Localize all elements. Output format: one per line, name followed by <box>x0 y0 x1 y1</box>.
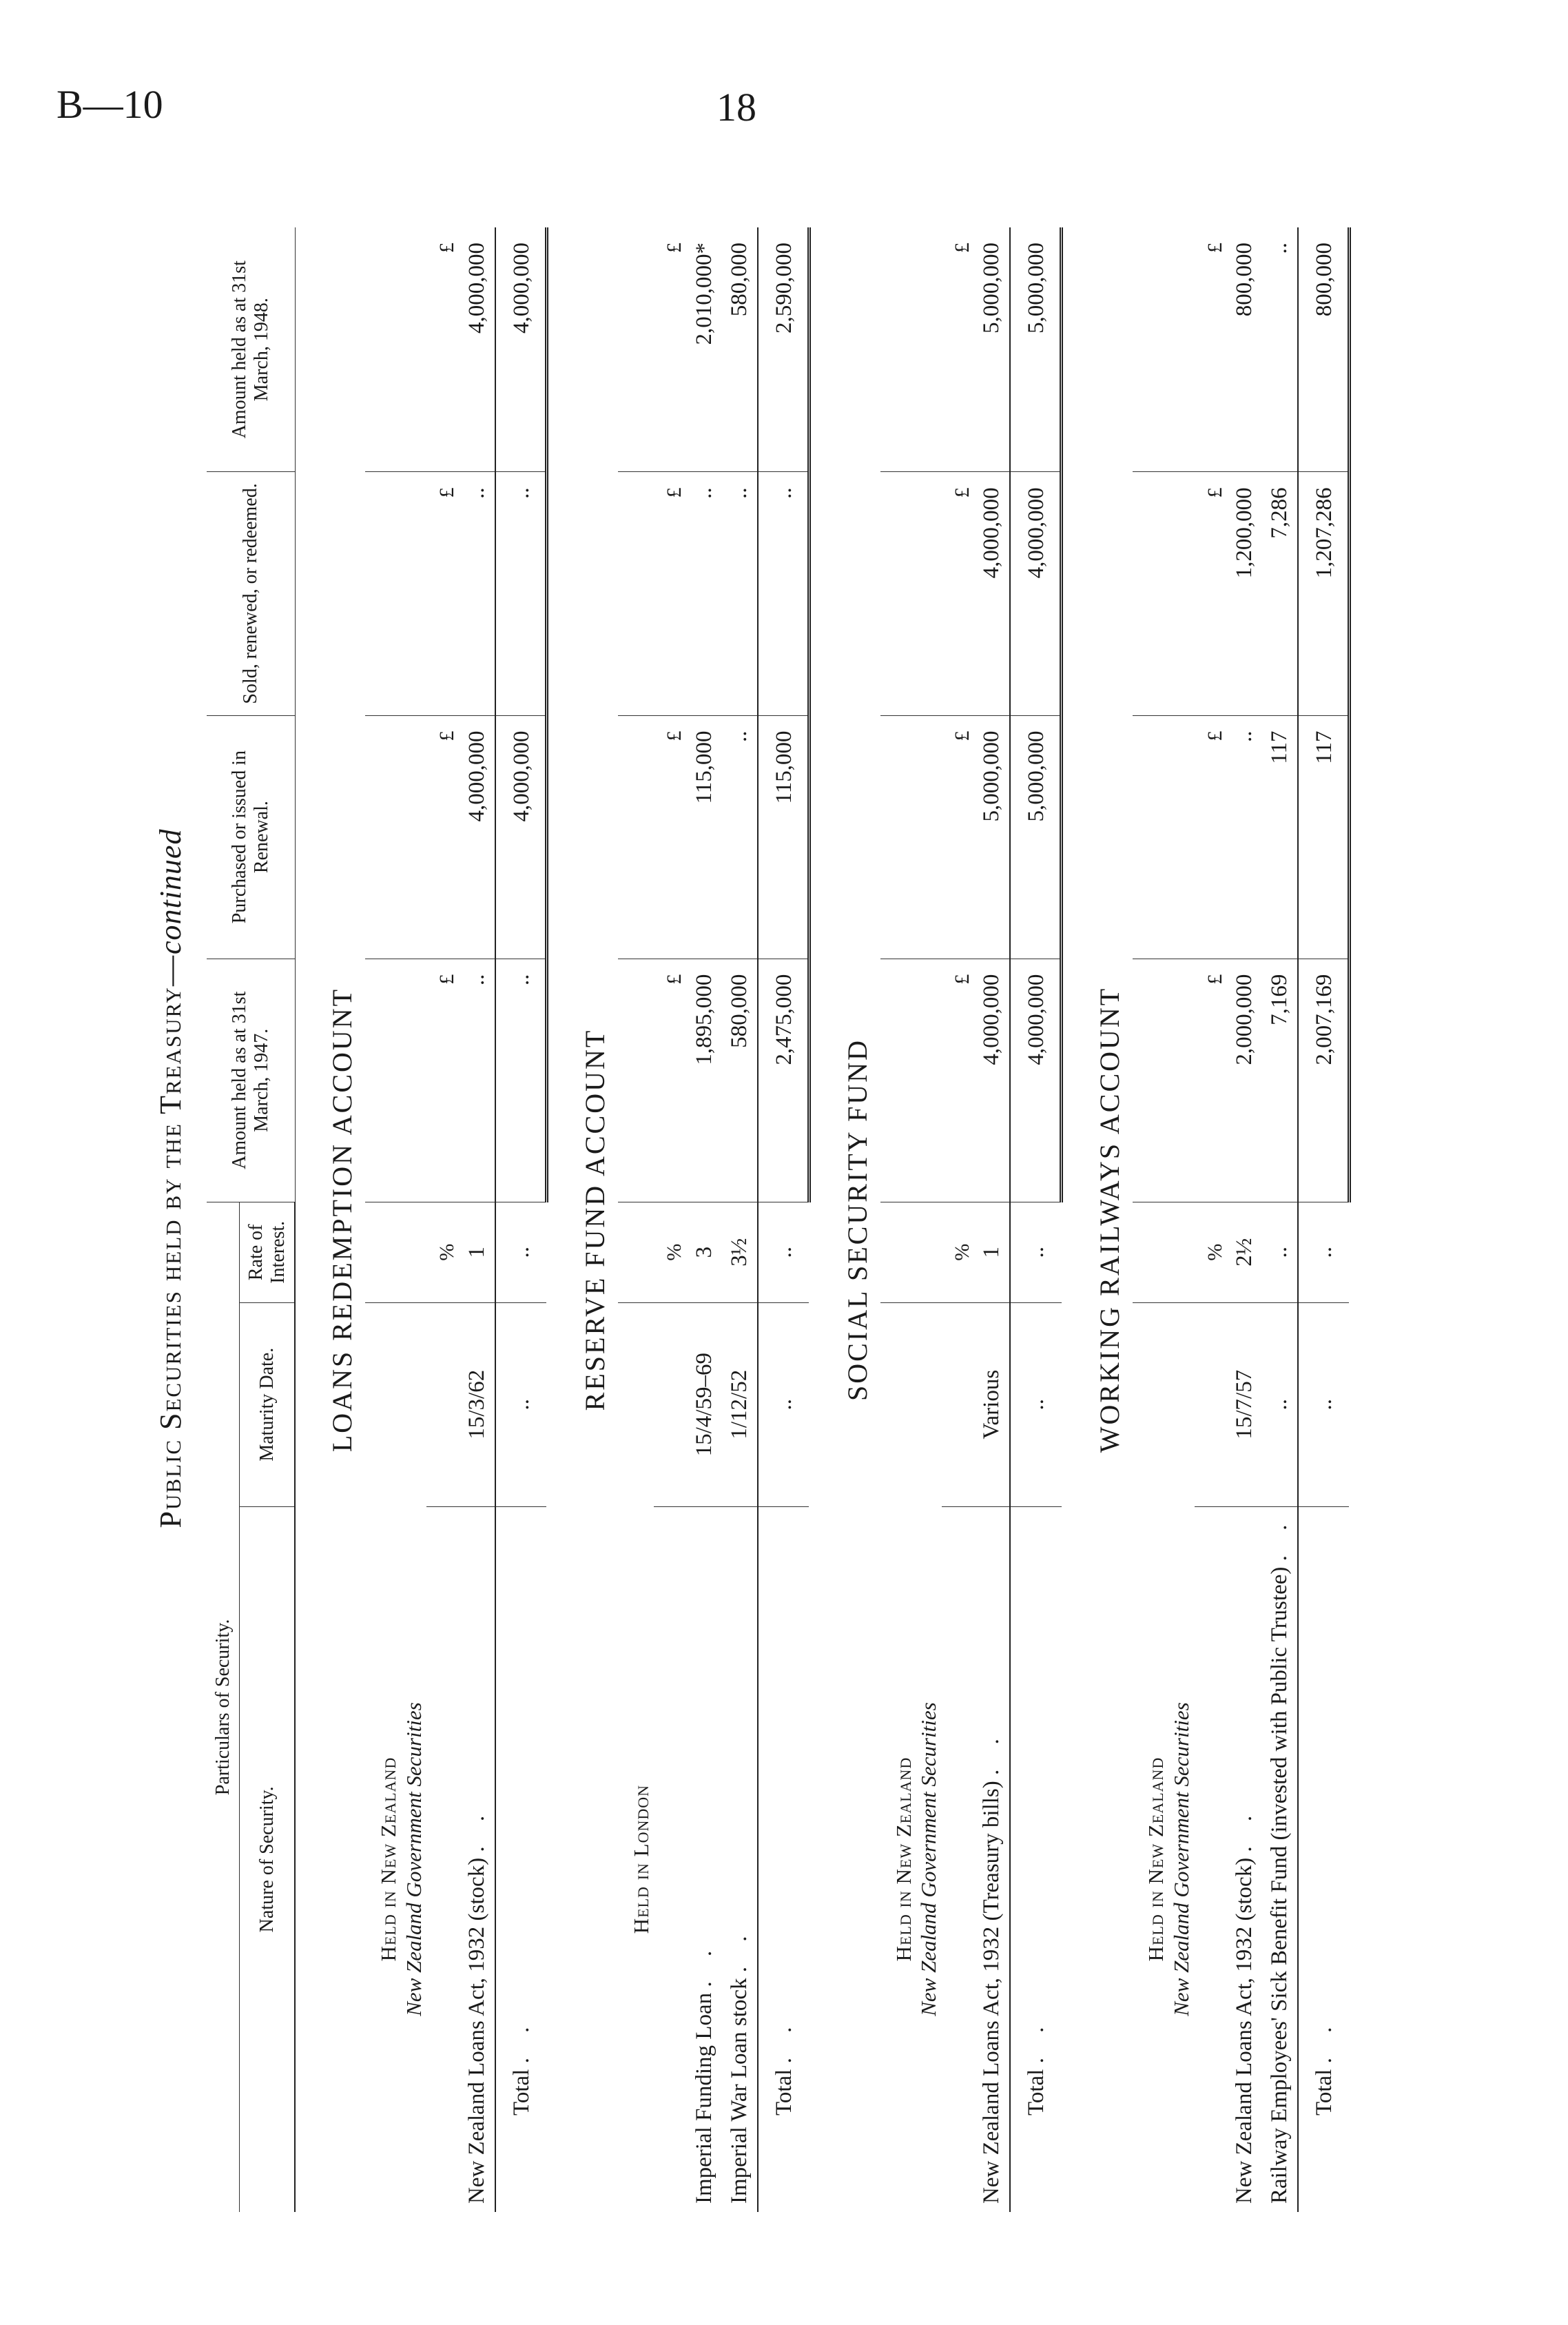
section-subheading <box>880 1506 942 2212</box>
pound-unit: £ <box>1195 715 1227 959</box>
blank-cell <box>880 227 942 472</box>
table-row <box>974 227 1010 2212</box>
held-in-label: Held in New Zealand <box>891 1756 916 1962</box>
header-purchased: Purchased or issued in Renewal. <box>207 715 295 959</box>
total-label-cell <box>1010 1506 1061 2212</box>
amount-purchased: 117 <box>1262 715 1298 959</box>
security-name: New Zealand Loans Act, 1932 (Treasury bills) <box>979 1781 1004 2204</box>
section-subheading <box>1133 1506 1194 2212</box>
blank-cell <box>880 1302 942 1506</box>
section-heading-row <box>1062 227 1133 2212</box>
blank-cell <box>365 1202 426 1302</box>
section-subheading-row <box>880 227 942 2212</box>
total-amount-1947: 4,000,000 <box>1010 959 1061 1202</box>
blank-cell <box>1195 1302 1227 1506</box>
pound-unit: £ <box>426 959 459 1202</box>
maturity-date: 15/3/62 <box>460 1302 495 1506</box>
section-heading-row <box>295 227 365 2212</box>
securities-label: New Zealand Government Securities <box>1169 1702 1194 2016</box>
units-row <box>942 227 974 2212</box>
security-nature <box>722 1506 758 2212</box>
header-nature: Nature of Security. <box>240 1506 295 2212</box>
total-amount-1948: 2,590,000 <box>758 227 809 472</box>
leader-dots: . . <box>771 2017 796 2064</box>
blank-cell <box>365 227 426 472</box>
held-in-label: Held in London <box>628 1784 653 1934</box>
amount-sold: .. <box>687 472 722 715</box>
security-nature <box>687 1506 722 2212</box>
header-particulars: Particulars of Security. <box>207 1202 240 2212</box>
interest-rate: .. <box>1262 1202 1298 1302</box>
table-row <box>460 227 495 2212</box>
leader-dots: . . <box>726 1926 752 1973</box>
header-held-1947: Amount held as at 31st March, 1947. <box>207 959 295 1202</box>
section-subheading-row <box>618 227 654 2212</box>
total-row <box>1010 227 1061 2212</box>
total-rate: .. <box>1298 1202 1349 1302</box>
amount-1947: 2,000,000 <box>1227 959 1262 1202</box>
securities-table <box>207 227 1351 2212</box>
pound-unit: £ <box>654 472 686 715</box>
interest-rate: 1 <box>460 1202 495 1302</box>
amount-1948: 4,000,000 <box>460 227 495 472</box>
page-reference: B—10 <box>56 82 163 127</box>
amount-1947: 4,000,000 <box>974 959 1010 1202</box>
pound-unit: £ <box>1195 472 1227 715</box>
blank-cell <box>365 715 426 959</box>
amount-sold: 4,000,000 <box>974 472 1010 715</box>
blank-cell <box>942 1506 974 2212</box>
leader-dots: . . <box>464 1805 489 1852</box>
percent-unit: % <box>1195 1202 1227 1302</box>
blank-cell <box>1133 959 1194 1202</box>
percent-unit: % <box>942 1202 974 1302</box>
pound-unit: £ <box>942 472 974 715</box>
amount-1948: 2,010,000* <box>687 227 722 472</box>
total-maturity: .. <box>495 1302 546 1506</box>
table-row <box>1262 227 1298 2212</box>
blank-cell <box>618 959 654 1202</box>
maturity-date: Various <box>974 1302 1010 1506</box>
section-title: SOCIAL SECURITY FUND <box>841 1038 873 1401</box>
header-sold: Sold, renewed, or redeemed. <box>207 472 295 715</box>
total-sold: 4,000,000 <box>1010 472 1061 715</box>
total-amount-1948: 5,000,000 <box>1010 227 1061 472</box>
blank-cell <box>654 1506 686 2212</box>
blank-cell <box>1133 472 1194 715</box>
total-label: Total <box>1024 2069 1049 2116</box>
document-title: Public Securities held by the Treasury—continued <box>154 828 187 1528</box>
security-name: Imperial Funding Loan <box>691 1992 716 2204</box>
total-purchased: 5,000,000 <box>1010 715 1061 959</box>
table-row <box>687 227 722 2212</box>
amount-purchased: 4,000,000 <box>460 715 495 959</box>
pound-unit: £ <box>426 472 459 715</box>
units-row <box>426 227 459 2212</box>
amount-1948: .. <box>1262 227 1298 472</box>
total-rate: .. <box>495 1202 546 1302</box>
blank-cell <box>880 715 942 959</box>
amount-purchased: .. <box>1227 715 1262 959</box>
blank-cell <box>880 472 942 715</box>
total-amount-1948: 800,000 <box>1298 227 1349 472</box>
blank-cell <box>1195 1506 1227 2212</box>
interest-rate: 3½ <box>722 1202 758 1302</box>
total-amount-1947: 2,475,000 <box>758 959 809 1202</box>
total-maturity: .. <box>758 1302 809 1506</box>
section-subheading-row <box>1133 227 1194 2212</box>
section-subheading <box>618 1506 654 2212</box>
pound-unit: £ <box>1195 227 1227 472</box>
section-heading-row <box>809 227 880 2212</box>
section-heading-row <box>546 227 618 2212</box>
total-label: Total <box>508 2069 534 2116</box>
total-amount-1948: 4,000,000 <box>495 227 546 472</box>
total-purchased: 117 <box>1298 715 1349 959</box>
security-nature <box>1262 1506 1298 2212</box>
table-row <box>1227 227 1262 2212</box>
blank-cell <box>880 959 942 1202</box>
section-subheading-row <box>365 227 426 2212</box>
pound-unit: £ <box>426 227 459 472</box>
total-amount-1947: .. <box>495 959 546 1202</box>
security-name: Railway Employees' Sick Benefit Fund (invested with Public Trustee) <box>1266 1566 1292 2204</box>
header-maturity: Maturity Date. <box>240 1302 295 1506</box>
blank-cell <box>618 227 654 472</box>
amount-1948: 800,000 <box>1227 227 1262 472</box>
total-row <box>758 227 809 2212</box>
total-row <box>495 227 546 2212</box>
maturity-date: 15/7/57 <box>1227 1302 1262 1506</box>
blank-cell <box>618 1202 654 1302</box>
amount-sold: .. <box>722 472 758 715</box>
interest-rate: 3 <box>687 1202 722 1302</box>
leader-dots: . . <box>1024 2017 1049 2064</box>
leader-dots: . . <box>508 2017 534 2064</box>
percent-unit: % <box>426 1202 459 1302</box>
total-amount-1947: 2,007,169 <box>1298 959 1349 1202</box>
page-number: 18 <box>716 85 756 130</box>
amount-1947: .. <box>460 959 495 1202</box>
total-rate: .. <box>758 1202 809 1302</box>
blank-cell <box>365 959 426 1202</box>
total-purchased: 115,000 <box>758 715 809 959</box>
section-subheading <box>365 1506 426 2212</box>
leader-dots: . . <box>1266 1515 1292 1561</box>
total-label: Total <box>1311 2069 1337 2116</box>
maturity-date: .. <box>1262 1302 1298 1506</box>
total-row <box>1298 227 1349 2212</box>
leader-dots: . . <box>1232 1805 1257 1852</box>
total-maturity: .. <box>1298 1302 1349 1506</box>
total-purchased: 4,000,000 <box>495 715 546 959</box>
pound-unit: £ <box>942 715 974 959</box>
table-body <box>295 227 1349 2212</box>
securities-label: New Zealand Government Securities <box>401 1702 426 2016</box>
pound-unit: £ <box>1195 959 1227 1202</box>
leader-dots: . . <box>979 1729 1004 1775</box>
maturity-date: 1/12/52 <box>722 1302 758 1506</box>
maturity-date: 15/4/59–69 <box>687 1302 722 1506</box>
amount-1948: 5,000,000 <box>974 227 1010 472</box>
total-sold: 1,207,286 <box>1298 472 1349 715</box>
blank-cell <box>654 1302 686 1506</box>
total-label-cell <box>495 1506 546 2212</box>
blank-cell <box>942 1302 974 1506</box>
section-title: RESERVE FUND ACCOUNT <box>579 1028 610 1411</box>
blank-cell <box>880 1202 942 1302</box>
amount-sold: 1,200,000 <box>1227 472 1262 715</box>
blank-cell <box>618 715 654 959</box>
security-name: Imperial War Loan stock <box>726 1978 752 2204</box>
held-in-label: Held in New Zealand <box>1144 1756 1168 1962</box>
total-rate: .. <box>1010 1202 1061 1302</box>
pound-unit: £ <box>942 227 974 472</box>
amount-sold: 7,286 <box>1262 472 1298 715</box>
amount-sold: .. <box>460 472 495 715</box>
amount-purchased: .. <box>722 715 758 959</box>
blank-cell <box>1133 1202 1194 1302</box>
pound-unit: £ <box>942 959 974 1202</box>
blank-cell <box>618 1302 654 1506</box>
blank-cell <box>426 1506 459 2212</box>
header-rate: Rate of Interest. <box>240 1202 295 1302</box>
total-maturity: .. <box>1010 1302 1061 1506</box>
section-title: LOANS REDEMPTION ACCOUNT <box>327 987 358 1453</box>
amount-1947: 580,000 <box>722 959 758 1202</box>
header-held-1948: Amount held as at 31st March, 1948. <box>207 227 295 472</box>
amount-purchased: 115,000 <box>687 715 722 959</box>
amount-purchased: 5,000,000 <box>974 715 1010 959</box>
title-main: Public Securities held by the Treasury <box>154 986 187 1528</box>
pound-unit: £ <box>426 715 459 959</box>
security-nature <box>460 1506 495 2212</box>
amount-1947: 1,895,000 <box>687 959 722 1202</box>
blank-cell <box>1133 227 1194 472</box>
pound-unit: £ <box>654 959 686 1202</box>
security-name: New Zealand Loans Act, 1932 (stock) <box>464 1857 489 2204</box>
amount-1947: 7,169 <box>1262 959 1298 1202</box>
blank-cell <box>426 1302 459 1506</box>
held-in-label: Held in New Zealand <box>376 1756 401 1962</box>
table-row <box>722 227 758 2212</box>
leader-dots: . . <box>691 1940 716 1987</box>
units-row <box>1195 227 1227 2212</box>
total-label-cell <box>1298 1506 1349 2212</box>
security-nature <box>1227 1506 1262 2212</box>
total-label: Total <box>771 2069 796 2116</box>
blank-cell <box>365 1302 426 1506</box>
blank-cell <box>1133 715 1194 959</box>
security-nature <box>974 1506 1010 2212</box>
rotated-table-page <box>138 214 1378 2212</box>
security-name: New Zealand Loans Act, 1932 (stock) <box>1232 1857 1257 2204</box>
amount-1948: 580,000 <box>722 227 758 472</box>
blank-cell <box>618 472 654 715</box>
total-sold: .. <box>758 472 809 715</box>
securities-label: New Zealand Government Securities <box>916 1702 941 2016</box>
interest-rate: 1 <box>974 1202 1010 1302</box>
total-sold: .. <box>495 472 546 715</box>
total-label-cell <box>758 1506 809 2212</box>
section-title: WORKING RAILWAYS ACCOUNT <box>1094 986 1126 1453</box>
pound-unit: £ <box>654 227 686 472</box>
interest-rate: 2½ <box>1227 1202 1262 1302</box>
units-row <box>654 227 686 2212</box>
pound-unit: £ <box>654 715 686 959</box>
leader-dots: . . <box>1311 2017 1337 2064</box>
percent-unit: % <box>654 1202 686 1302</box>
title-continued: continued <box>154 828 187 955</box>
blank-cell <box>1133 1302 1194 1506</box>
blank-cell <box>365 472 426 715</box>
